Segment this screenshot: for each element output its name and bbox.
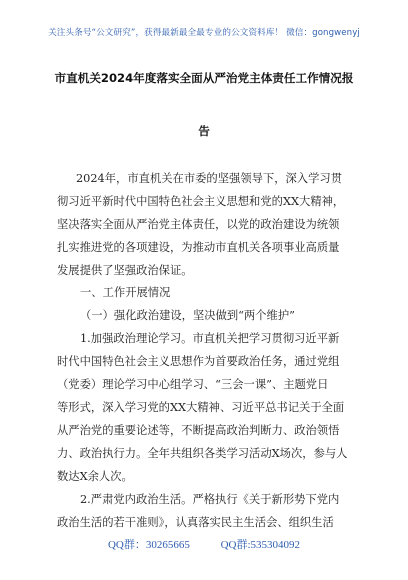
body-line-2: 彻习近平新时代中国特色社会主义思想和党的XX大精神， bbox=[57, 195, 345, 208]
body-line-4: 扎实推进党的各项建设，为推动市直机关各项事业高质量 bbox=[57, 241, 340, 254]
body-line-12: 从严治党的重要论述等，不断提高政治判断力、政治领悟 bbox=[57, 424, 340, 437]
body-line-11: 等形式，深入学习党的XX大精神、习近平总书记关于全面 bbox=[57, 401, 345, 414]
subsection-heading-1: （一）强化政治建设，坚决做到“两个维护” bbox=[80, 309, 295, 322]
document-title-line-1: 市直机关2024年度落实全面从严治党主体责任工作情况报 bbox=[54, 71, 354, 85]
body-line-10: （党委）理论学习中心组学习、“三会一课”、主题党日 bbox=[57, 378, 329, 391]
footer-qq-group-2: QQ群:535304092 bbox=[220, 539, 301, 551]
body-line-1: 2024年，市直机关在市委的坚强领导下，深入学习贯 bbox=[76, 172, 342, 185]
section-heading-1: 一、工作开展情况 bbox=[80, 286, 171, 299]
body-line-15: 2.严肃党内政治生活。严格执行《关于新形势下党内 bbox=[80, 493, 340, 506]
body-line-16: 政治生活的若干准则》，认真落实民主生活会、组织生活 bbox=[57, 516, 334, 529]
footer-contact bbox=[0, 536, 408, 552]
footer-qq-group-1: QQ群：30265665 bbox=[107, 539, 190, 551]
document-title-line-2: 告 bbox=[198, 124, 210, 138]
body-line-3: 坚决落实全面从严治党主体责任，以党的政治建设为统领 bbox=[57, 218, 340, 231]
body-line-14: 数达X余人次。 bbox=[57, 470, 133, 483]
header-promo-note: 关注头条号“公文研究”，获得最新最全最专业的公文资料库！ 微信：gongwenyj bbox=[48, 28, 360, 38]
body-line-8: 1.加强政治理论学习。市直机关把学习贯彻习近平新 bbox=[80, 332, 340, 345]
body-line-5: 发展提供了坚强政治保证。 bbox=[57, 264, 193, 277]
body-line-9: 时代中国特色社会主义思想作为首要政治任务，通过党组 bbox=[57, 355, 340, 368]
body-line-13: 力、政治执行力。全年共组织各类学习活动X场次，参与人 bbox=[57, 447, 348, 460]
